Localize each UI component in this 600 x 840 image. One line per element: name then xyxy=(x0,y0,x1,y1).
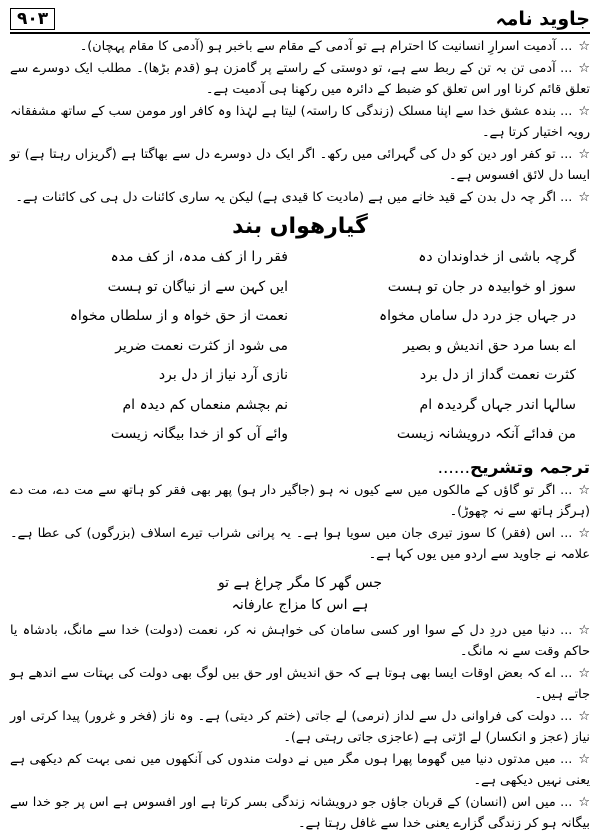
urdu-couplet xyxy=(10,572,590,616)
star-icon: ☆ xyxy=(578,708,590,724)
star-icon: ☆ xyxy=(578,482,590,498)
paragraph: ☆... آدمیت اسرارِ انسانیت کا احترام ہے تو آدمی کے مقام سے باخبر ہو (آدمی کا مقام پہچان)۔ xyxy=(10,36,590,58)
verse-line: می شود از کثرت نعمت ضریر xyxy=(115,337,288,354)
paragraph: ☆... اگر تو گاؤں کے مالکوں میں سے کیوں نہ ہو (جاگیر دار ہو) پھر بھی فقر کو ہاتھ سے مت دے، مت دے (ہرگز ہاتھ سے نہ چھوڑ)۔ xyxy=(10,480,590,523)
paragraph: ☆... میں مدتوں دنیا میں گھوما پھرا ہوں مگر میں نے دولت مندوں کی آنکھوں میں نمی بہت کم دیکھی ہے یعنی نہیں دیکھی ہے۔ xyxy=(10,749,590,792)
star-icon: ☆ xyxy=(578,622,590,638)
paragraph: ☆... آدمی تن بہ تن کے ربط سے ہے، تو دوستی کے راستے پر گامزن ہو (قدم بڑھا)۔ مطلب ایک دوسرے سے تعلق قائم کرنا اور اس تعلق کو ضبط کے دائرہ میں رکھنا ہی آدمیت ہے۔ xyxy=(10,58,590,101)
verse-line: من فدائے آنکہ درویشانہ زیست xyxy=(396,426,576,442)
verse-line: نازی آرد نیاز از دل برد xyxy=(158,367,288,383)
couplet-line: ہے اس کا مزاج عارفانہ xyxy=(231,596,369,613)
verse-line: در جہاں جز درد دل ساماں مخواہ xyxy=(378,308,576,324)
verse-line: ایں کہن سے از نیاگان تو ہست xyxy=(107,278,288,295)
page-number: ۹۰۳ xyxy=(10,8,55,30)
verse-line: کثرت نعمت گداز از دل برد xyxy=(419,367,576,383)
paragraph: ☆... بندہ عشق خدا سے اپنا مسلک (زندگی کا راستہ) لیتا ہے لہٰذا وہ کافر اور مومن سب کے ساتھ مشفقانہ رویہ اختیار کرتا ہے۔ xyxy=(10,101,590,144)
book-title: جاوید نامہ xyxy=(495,8,590,30)
translation-heading: ترجمہ وتشریح...... xyxy=(437,457,590,478)
verse-line: نعمت از حق خواہ و از سلطاں مخواہ xyxy=(69,308,288,324)
verse-line: نم بچشم منعماں کم دیدہ ام xyxy=(122,396,288,413)
paragraph: ☆... اے کہ بعض اوقات ایسا بھی ہوتا ہے کہ حق اندیش اور حق بیں لوگ بھی دولت کی بہتات سے اندھے ہو جاتے ہیں۔ xyxy=(10,663,590,706)
paragraph: ☆... دنیا میں دردِ دل کے سوا اور کسی سامان کی خواہش نہ کر، نعمت (دولت) خدا سے مانگ، بادشاہ یا حاکم وقت سے نہ مانگ۔ xyxy=(10,620,590,663)
paragraph: ☆... تو کفر اور دین کو دل کی گہرائی میں رکھ۔ اگر ایک دل دوسرے دل سے بھاگتا ہے (گریزاں رہتا ہے) تو ایسا دل لائق افسوس ہے۔ xyxy=(10,144,590,187)
star-icon: ☆ xyxy=(578,794,590,810)
verse-line: فقر را از کف مدہ، از کف مدہ xyxy=(110,249,288,265)
verse-line: وائے آں کو از خدا بیگانہ زیست xyxy=(110,426,288,442)
star-icon: ☆ xyxy=(578,146,590,162)
star-icon: ☆ xyxy=(578,103,590,119)
verse-line: اے بسا مرد حق اندیش و بصیر xyxy=(403,337,576,354)
star-icon: ☆ xyxy=(578,39,590,54)
paragraph: ☆... اس (فقر) کا سوز تیری جان میں سویا ہوا ہے۔ یہ پرانی شراب تیرے اسلاف (بزرگوں) کی عطا ہے۔ علامہ نے جاوید سے اردو میں یوں کہا ہے۔ xyxy=(10,523,590,566)
star-icon: ☆ xyxy=(578,60,590,76)
paragraph: ☆... میں اس (انسان) کے قربان جاؤں جو درویشانہ زندگی بسر کرتا ہے اور افسوس ہے اس پر جو خدا سے بیگانہ ہو کر زندگی گزارے یعنی خدا سے غافل رہتا ہے۔ xyxy=(10,792,590,835)
star-icon: ☆ xyxy=(578,665,590,681)
verse-line: سوز او خوابیدہ در جان تو ہست xyxy=(387,278,576,295)
verse-line: گرچہ باشی از خداوندان دہ xyxy=(418,249,576,265)
paragraph: ☆... اگر چہ دل بدن کے قید خانے میں ہے (مادیت کا قیدی ہے) لیکن یہ ساری کائنات دل ہی کی کائنات ہے۔ xyxy=(10,187,590,209)
couplet-line: جس گھر کا مگر چراغ ہے تو xyxy=(217,574,383,591)
verse-line: سالہا اندر جہاں گردیدہ ام xyxy=(419,396,576,413)
section-title: گیارھواں بند xyxy=(232,214,368,239)
star-icon: ☆ xyxy=(578,525,590,541)
page-header xyxy=(10,6,590,34)
star-icon: ☆ xyxy=(578,751,590,767)
persian-verses xyxy=(10,243,590,450)
star-icon: ☆ xyxy=(578,189,590,205)
paragraph: ☆... دولت کی فراوانی دل سے لداز (نرمی) لے جاتی (ختم کر دیتی) ہے۔ وہ ناز (فخر و غرور) پیدا کرتی اور نیاز (عجز و انکسار) لے اڑتی ہے (عاجزی جاتی رہتی ہے)۔ xyxy=(10,706,590,749)
